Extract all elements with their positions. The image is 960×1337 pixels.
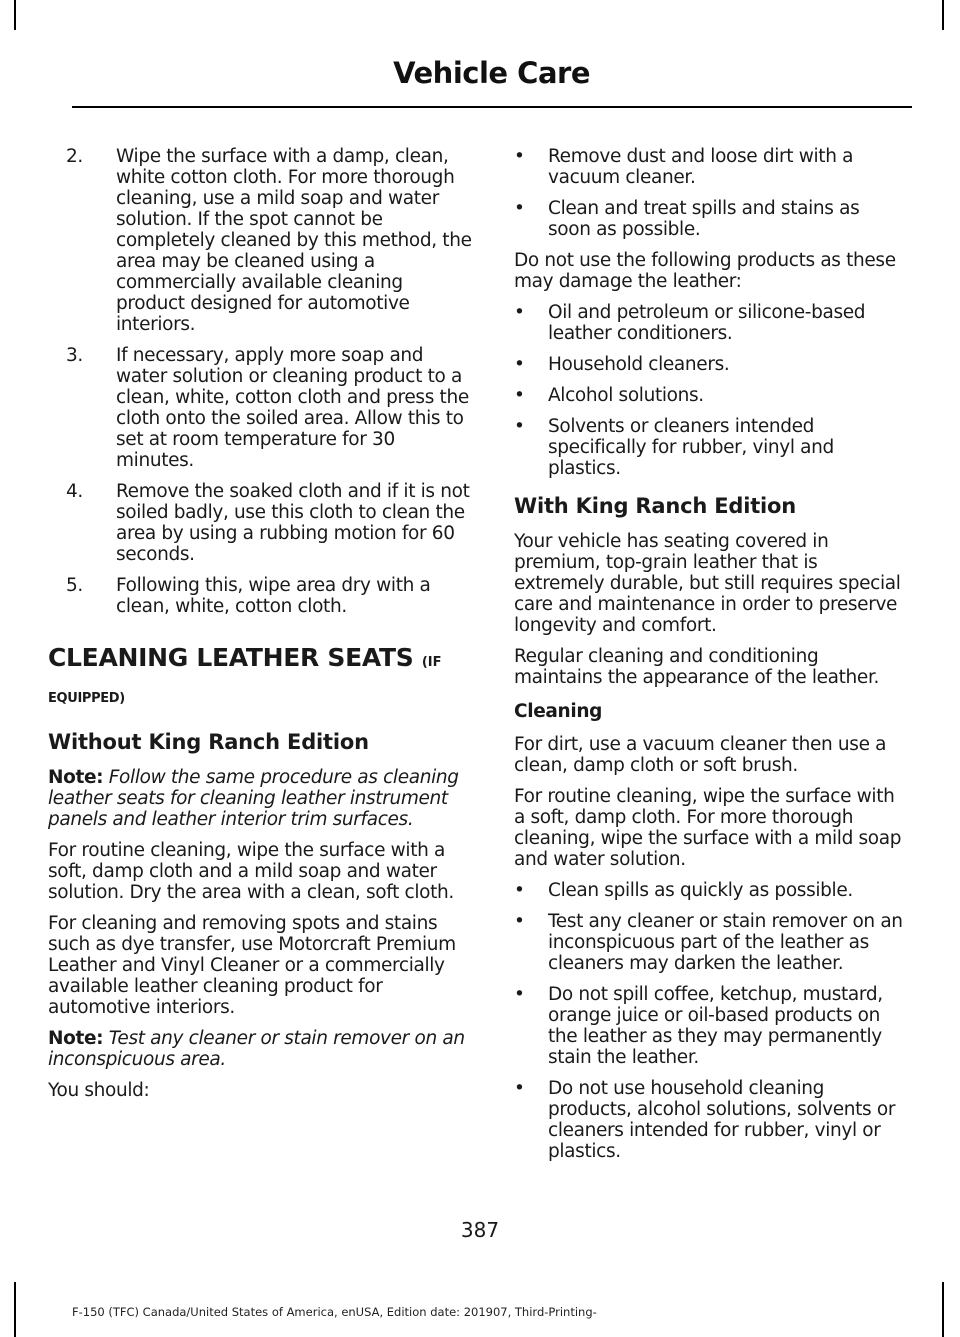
numbered-steps (48, 146, 476, 617)
list-item (48, 481, 476, 565)
subheading-without-king-ranch: Without King Ranch Edition (48, 730, 369, 754)
bullet-list (514, 880, 906, 1162)
bullet-icon: • (514, 385, 525, 406)
bullet-icon: • (514, 984, 525, 1005)
bullet-list (514, 302, 906, 479)
section-title: CLEANING LEATHER SEATS (48, 643, 414, 672)
bullet-text: Do not spill coffee, ketchup, mustard, orange juice or oil-based products on the leather as they may permanently stain the leather. (548, 984, 883, 1068)
subheading-cleaning: Cleaning (514, 701, 603, 722)
step-number: 2. (66, 146, 83, 167)
crop-mark (14, 0, 16, 30)
bullet-text: Alcohol solutions. (548, 385, 704, 406)
bullet-list (514, 146, 906, 240)
list-item (48, 345, 476, 471)
list-item (48, 146, 476, 335)
crop-mark (942, 0, 944, 30)
paragraph: Regular cleaning and conditioning maintains the appearance of the leather. (514, 646, 880, 688)
step-text: Following this, wipe area dry with a clean, white, cotton cloth. (116, 575, 431, 617)
page-number: 387 (460, 1218, 500, 1242)
paragraph: For routine cleaning, wipe the surface with a soft, damp cloth and a mild soap and water solution. Dry the area with a clean, soft cloth. (48, 840, 454, 903)
step-number: 5. (66, 575, 83, 596)
step-text: Remove the soaked cloth and if it is not soiled badly, use this cloth to clean the area by using a rubbing motion for 60 seconds. (116, 481, 470, 565)
paragraph: For cleaning and removing spots and stains such as dye transfer, use Motorcraft Premium Leather and Vinyl Cleaner or a commercially available leather cleaning product for automotive interiors. (48, 913, 456, 1018)
paragraph: Do not use the following products as these may damage the leather: (514, 250, 896, 292)
bullet-icon: • (514, 302, 525, 323)
section-title-continuation: EQUIPPED) (48, 691, 125, 706)
bullet-text: Household cleaners. (548, 354, 730, 375)
bullet-text: Clean and treat spills and stains as soon as possible. (548, 198, 860, 240)
paragraph: Your vehicle has seating covered in premium, top-grain leather that is extremely durable, but still requires special care and maintenance in order to preserve longevity and comfort. (514, 531, 901, 636)
note (48, 767, 476, 830)
page-title: Vehicle Care (393, 56, 590, 90)
list-item (514, 416, 906, 479)
bullet-icon: • (514, 880, 525, 901)
bullet-icon: • (514, 146, 525, 167)
bullet-text: Remove dust and loose dirt with a vacuum cleaner. (548, 146, 854, 188)
bullet-icon: • (514, 911, 525, 932)
step-text: If necessary, apply more soap and water solution or cleaning product to a clean, white, cotton cloth and press the cloth onto the soiled area. Allow this to set at room temperature for 30 minutes. (116, 345, 469, 471)
note-label: Note: (48, 1028, 104, 1049)
list-item (514, 302, 906, 344)
bullet-icon: • (514, 1078, 525, 1099)
right-column (514, 146, 906, 1172)
list-item (514, 984, 906, 1068)
bullet-text: Clean spills as quickly as possible. (548, 880, 853, 901)
section-heading (48, 643, 476, 678)
step-number: 3. (66, 345, 83, 366)
bullet-text: Do not use household cleaning products, alcohol solutions, solvents or cleaners intended for rubber, vinyl or plastics. (548, 1078, 896, 1162)
step-text: Wipe the surface with a damp, clean, white cotton cloth. For more thorough cleaning, use a mild soap and water solution. If the spot cannot be completely cleaned by this method, the area may be cleaned using a commercially available cleaning product designed for automotive interiors. (116, 146, 472, 335)
crop-mark (942, 1282, 944, 1337)
list-item (514, 385, 906, 406)
left-column (48, 146, 476, 1111)
bullet-icon: • (514, 354, 525, 375)
step-number: 4. (66, 481, 83, 502)
paragraph: For routine cleaning, wipe the surface with a soft, damp cloth. For more thorough cleaning, wipe the surface with a mild soap and water solution. (514, 786, 902, 870)
list-item (514, 198, 906, 240)
note-text: Test any cleaner or stain remover on an inconspicuous area. (48, 1028, 465, 1070)
list-item (514, 880, 906, 901)
list-item (48, 575, 476, 617)
bullet-text: Test any cleaner or stain remover on an inconspicuous part of the leather as cleaners may darken the leather. (548, 911, 903, 974)
bullet-icon: • (514, 416, 525, 437)
subheading-with-king-ranch: With King Ranch Edition (514, 494, 797, 518)
note (48, 1028, 476, 1070)
list-item (514, 911, 906, 974)
bullet-icon: • (514, 198, 525, 219)
header-divider (72, 106, 912, 108)
section-title-suffix: (IF (421, 655, 442, 670)
crop-mark (14, 1282, 16, 1337)
paragraph: You should: (48, 1080, 150, 1101)
bullet-text: Oil and petroleum or silicone-based leather conditioners. (548, 302, 866, 344)
note-text: Follow the same procedure as cleaning leather seats for cleaning leather instrument panels and leather interior trim surfaces. (48, 767, 459, 830)
paragraph: For dirt, use a vacuum cleaner then use a clean, damp cloth or soft brush. (514, 734, 887, 776)
list-item (514, 1078, 906, 1162)
note-label: Note: (48, 767, 104, 788)
list-item (514, 354, 906, 375)
edition-footer: F-150 (TFC) Canada/United States of America, enUSA, Edition date: 201907, Third-Printing- (72, 1305, 597, 1319)
bullet-text: Solvents or cleaners intended specifically for rubber, vinyl and plastics. (548, 416, 834, 479)
list-item (514, 146, 906, 188)
